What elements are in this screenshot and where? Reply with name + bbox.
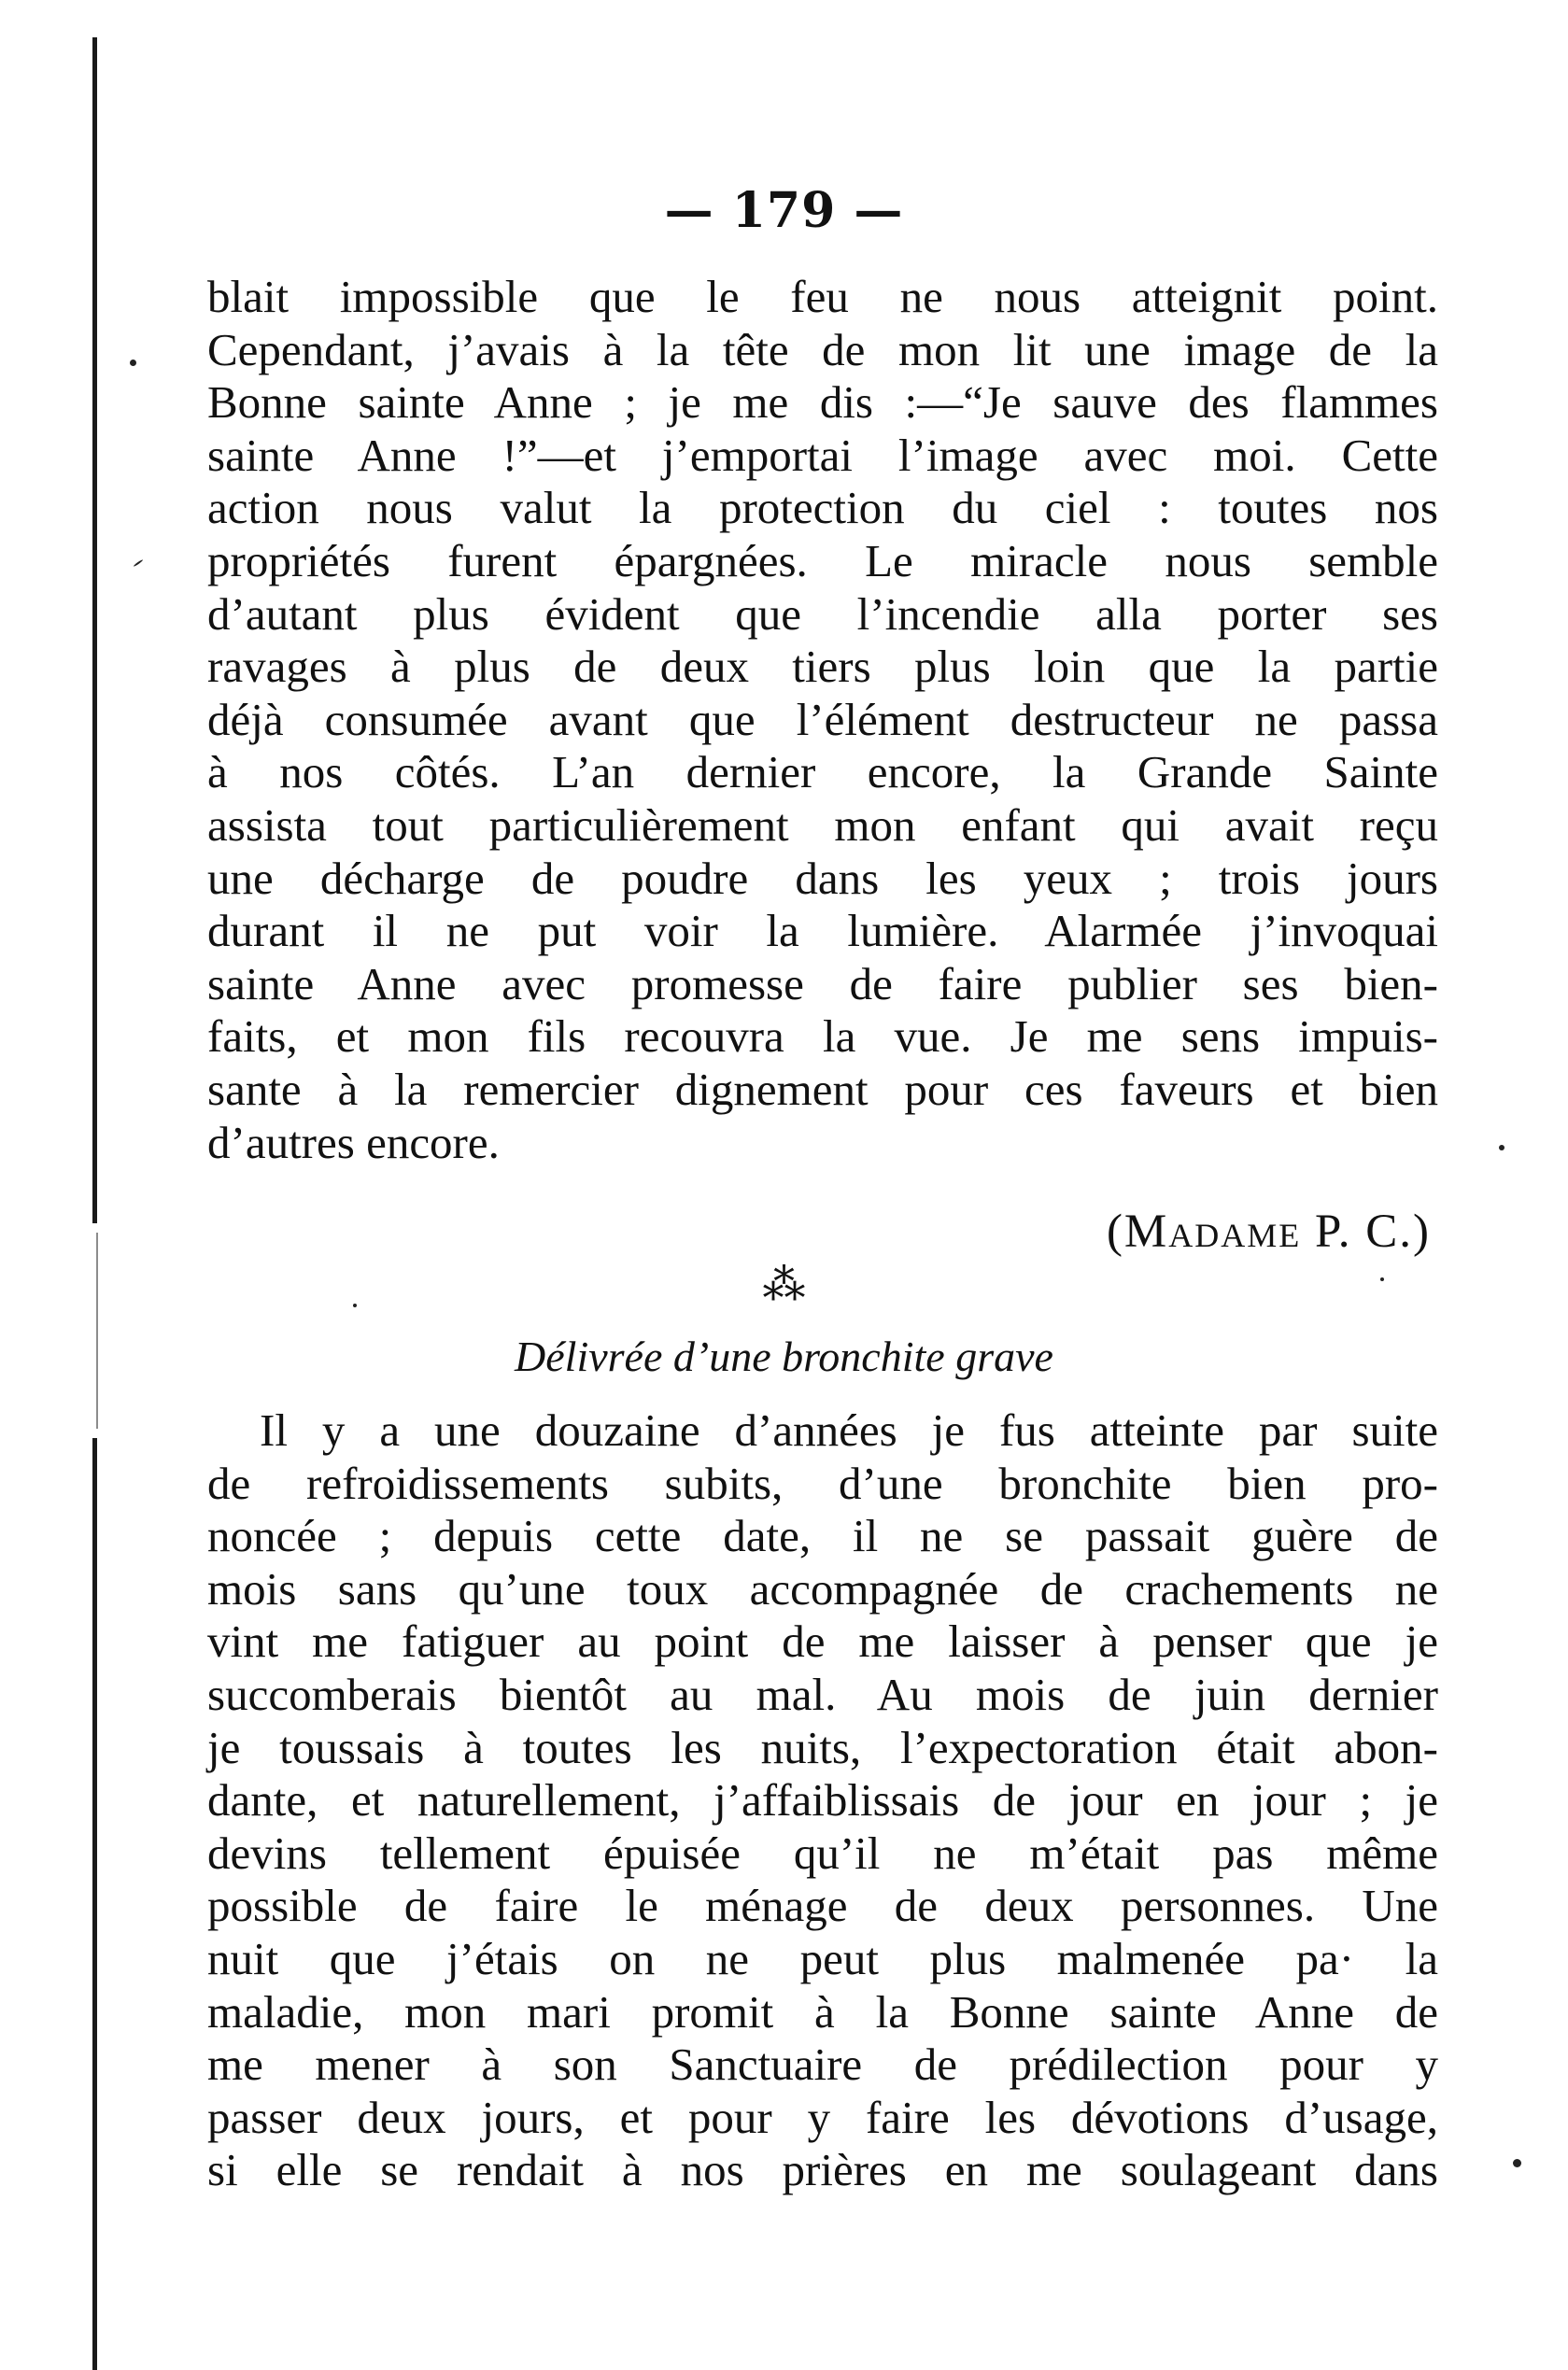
text-line: si elle se rendait à nos prières en me soulageant dans: [207, 2144, 1438, 2196]
paragraph-one: [207, 271, 1438, 1169]
text-line: mois sans qu’une toux accompagnée de crachements ne: [207, 1562, 1438, 1615]
text-line: de refroidissements subits, d’une bronchite bien pro-: [207, 1457, 1438, 1509]
scan-speck: [134, 559, 144, 568]
text-line: succomberais bientôt au mal. Au mois de juin dernier: [207, 1668, 1438, 1720]
text-line: assista tout particulièrement mon enfant qui avait reçu: [207, 798, 1438, 851]
page-number: — 179 —: [664, 182, 904, 239]
asterism-separator: ⁂: [762, 1259, 806, 1309]
text-line: durant il ne put voir la lumière. Alarmée j’invoquai: [207, 905, 1438, 957]
text-line: maladie, mon mari promit à la Bonne sainte Anne de: [207, 1985, 1438, 2038]
text-line: déjà consumée avant que l’élément destructeur ne passa: [207, 693, 1438, 745]
text-line: d’autant plus évident que l’incendie alla porter ses: [207, 587, 1438, 640]
text-line: nuit que j’étais on ne peut plus malmenée pa· la: [207, 1932, 1438, 1984]
text-line: sante à la remercier dignement pour ces faveurs et bien: [207, 1063, 1438, 1115]
text-line: Il y a une douzaine d’années je fus atteinte par suite: [260, 1404, 1438, 1456]
text-line: possible de faire le ménage de deux personnes. Une: [207, 1880, 1438, 1932]
text-line: ravages à plus de deux tiers plus loin que la partie: [207, 641, 1438, 693]
section-title: Délivrée d’une bronchite grave: [515, 1333, 1053, 1380]
text-line: action nous valut la protection du ciel : toutes nos: [207, 482, 1438, 534]
scan-speck: [130, 360, 136, 366]
scan-speck: [1513, 2159, 1521, 2167]
binding-edge-line-lower: [92, 1438, 97, 2370]
text-line: une décharge de poudre dans les yeux ; trois jours: [207, 852, 1438, 904]
text-line: passer deux jours, et pour y faire les dévotions d’usage,: [207, 2091, 1438, 2143]
text-line: devins tellement épuisée qu’il ne m’était pas même: [207, 1827, 1438, 1879]
text-line: vint me fatiguer au point de me laisser à penser que je: [207, 1615, 1438, 1668]
text-line: Cependant, j’avais à la tête de mon lit une image de la: [207, 323, 1438, 375]
text-line: d’autres encore.: [207, 1116, 500, 1168]
text-line: me mener à son Sanctuaire de prédilection pour y: [207, 2038, 1438, 2091]
scan-speck: [1499, 1145, 1504, 1150]
text-line: dante, et naturellement, j’affaiblissais de jour en jour ; je: [207, 1774, 1438, 1827]
text-line: faits, et mon fils recouvra la vue. Je me sens impuis-: [207, 1010, 1438, 1063]
text-line: Bonne sainte Anne ; je me dis :—“Je sauve des flammes: [207, 376, 1438, 429]
binding-edge: [0, 0, 110, 2370]
text-line: noncée ; depuis cette date, il ne se passait guère de: [207, 1510, 1438, 1562]
text-line: à nos côtés. L’an dernier encore, la Grande Sainte: [207, 746, 1438, 798]
text-line: blait impossible que le feu ne nous atteignit point.: [207, 271, 1438, 322]
paragraph-two: [207, 1404, 1438, 2197]
text-line: propriétés furent épargnées. Le miracle nous semble: [207, 534, 1438, 586]
text-line: sainte Anne !”—et j’emportai l’image avec moi. Cette: [207, 429, 1438, 481]
text-line: je toussais à toutes les nuits, l’expectoration était abon-: [207, 1721, 1438, 1773]
text-line: sainte Anne avec promesse de faire publier ses bien-: [207, 957, 1438, 1009]
signature: (Madame P. C.): [1106, 1206, 1431, 1258]
